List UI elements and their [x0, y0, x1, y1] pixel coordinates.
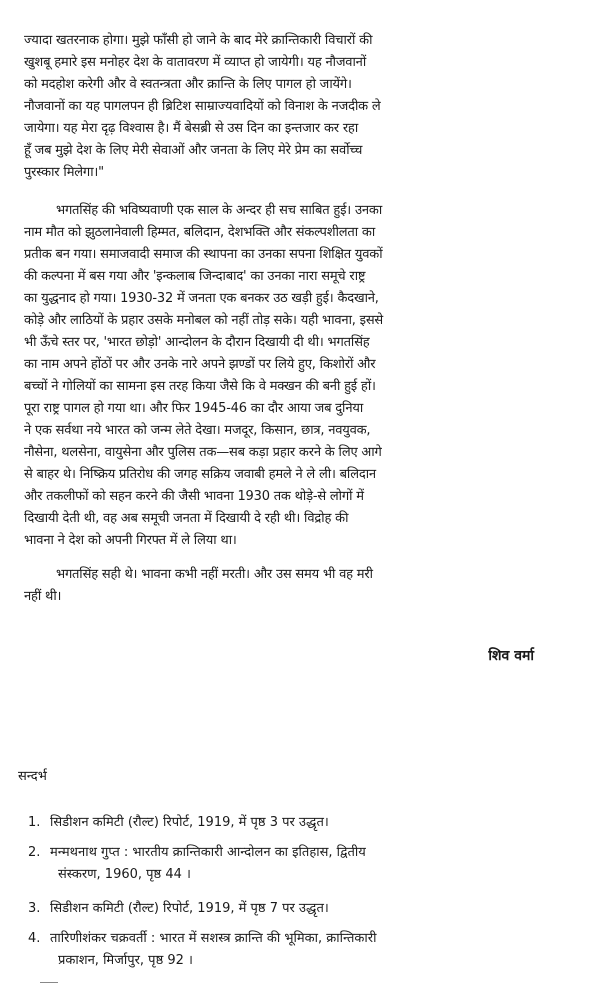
author-signature: शिव वर्मा	[488, 648, 534, 664]
reference-text-continued: संस्करण, 1960, पृष्ठ 44 ।	[58, 867, 191, 882]
reference-item	[28, 928, 558, 968]
body-line: जायेगा। यह मेरा दृढ़ विश्वास है। मैं बेसब्री से उस दिन का इन्तजार कर रहा	[24, 121, 359, 136]
body-line: पुरस्कार मिलेगा।"	[24, 165, 104, 180]
reference-text: मन्मथनाथ गुप्त : भारतीय क्रान्तिकारी आन्दोलन का इतिहास, द्वितीय	[50, 845, 366, 860]
body-line: से बाहर थे। निष्क्रिय प्रतिरोध की जगह सक्रिय जवाबी हमले ने ले ली। बलिदान	[24, 467, 376, 482]
body-line: का युद्धनाद हो गया। 1930-32 में जनता एक बनकर उठ खड़ी हुई। कैदखाने,	[24, 291, 379, 306]
body-line: नाम मौत को झुठलानेवाली हिम्मत, बलिदान, देशभक्ति और संकल्पशीलता का	[24, 225, 376, 240]
body-line: ज्यादा खतरनाक होगा। मुझे फाँसी हो जाने के बाद मेरे क्रान्तिकारी विचारों की	[24, 33, 373, 48]
body-line: भावना ने देश को अपनी गिरफ्त में ले लिया था।	[24, 533, 237, 548]
body-line: नौजवानों का यह पागलपन ही ब्रिटिश साम्राज्यवादियों को विनाश के नजदीक ले	[24, 99, 381, 114]
reference-text: सिडीशन कमिटी (रौल्ट) रिपोर्ट, 1919, में पृष्ठ 3 पर उद्धृत।	[50, 815, 329, 830]
body-line: ने एक सर्वथा नये भारत को जन्म लेते देखा। मजदूर, किसान, छात्र, नवयुवक,	[24, 423, 371, 438]
body-line: कोड़े और लाठियों के प्रहार उसके मनोबल को नहीं तोड़ सके। यही भावना, इससे	[24, 313, 383, 328]
body-line: खुशबू हमारे इस मनोहर देश के वातावरण में व्याप्त हो जायेगी। यह नौजवानों	[24, 55, 367, 70]
body-line: को मदहोश करेगी और वे स्वतन्त्रता और क्रान्ति के लिए पागल हो जायेंगे।	[24, 77, 352, 92]
body-line: प्रतीक बन गया। समाजवादी समाज की स्थापना का उनका सपना शिक्षित युवकों	[24, 247, 383, 262]
reference-number: 4.	[28, 931, 41, 946]
body-line: बच्चों ने गोलियों का सामना इस तरह किया जैसे कि वे मक्खन की बनी हुई हों।	[24, 379, 376, 394]
reference-text: तारिणीशंकर चक्रवर्ती : भारत में सशस्त्र क्रान्ति की भूमिका, क्रान्तिकारी	[50, 931, 377, 946]
body-line: भी ऊँचे स्तर पर, 'भारत छोड़ो' आन्दोलन के दौरान दिखायी दी थी। भगतसिंह	[24, 335, 370, 350]
reference-number: 1.	[28, 815, 41, 830]
reference-item	[28, 812, 558, 834]
body-line: दिखायी देती थी, वह अब समूची जनता में दिखायी दे रही थी। विद्रोह की	[24, 511, 349, 526]
reference-number: 2.	[28, 845, 41, 860]
page-edge-mark	[40, 982, 58, 983]
body-line: नौसेना, थलसेना, वायुसेना और पुलिस तक—सब कड़ा प्रहार करने के लिए आगे	[24, 445, 382, 460]
body-line: का नाम अपने होंठों पर और उनके नारे अपने झण्डों पर लिये हुए, किशोरों और	[24, 357, 376, 372]
references-heading: सन्दर्भ	[18, 769, 47, 784]
body-line: हूँ जब मुझे देश के लिए मेरी सेवाओं और जनता के लिए मेरे प्रेम का सर्वोच्च	[24, 143, 363, 158]
body-line: पूरा राष्ट्र पागल हो गया था। और फिर 1945-46 का दौर आया जब दुनिया	[24, 401, 364, 416]
body-line: नहीं थी।	[24, 589, 62, 604]
body-line: भगतसिंह की भविष्यवाणी एक साल के अन्दर ही सच साबित हुई। उनका	[56, 203, 383, 218]
reference-item	[28, 898, 558, 920]
body-line: और तकलीफों को सहन करने की जैसी भावना 1930 तक थोड़े-से लोगों में	[24, 489, 364, 504]
reference-item	[28, 842, 558, 882]
reference-text-continued: प्रकाशन, मिर्जापुर, पृष्ठ 92 ।	[58, 953, 193, 968]
body-line: भगतसिंह सही थे। भावना कभी नहीं मरती। और उस समय भी वह मरी	[56, 567, 373, 582]
reference-text: सिडीशन कमिटी (रौल्ट) रिपोर्ट, 1919, में पृष्ठ 7 पर उद्धृत।	[50, 901, 329, 916]
body-line: की कल्पना में बस गया और 'इन्कलाब जिन्दाबाद' का उनका नारा समूचे राष्ट्र	[24, 269, 366, 284]
reference-number: 3.	[28, 901, 41, 916]
